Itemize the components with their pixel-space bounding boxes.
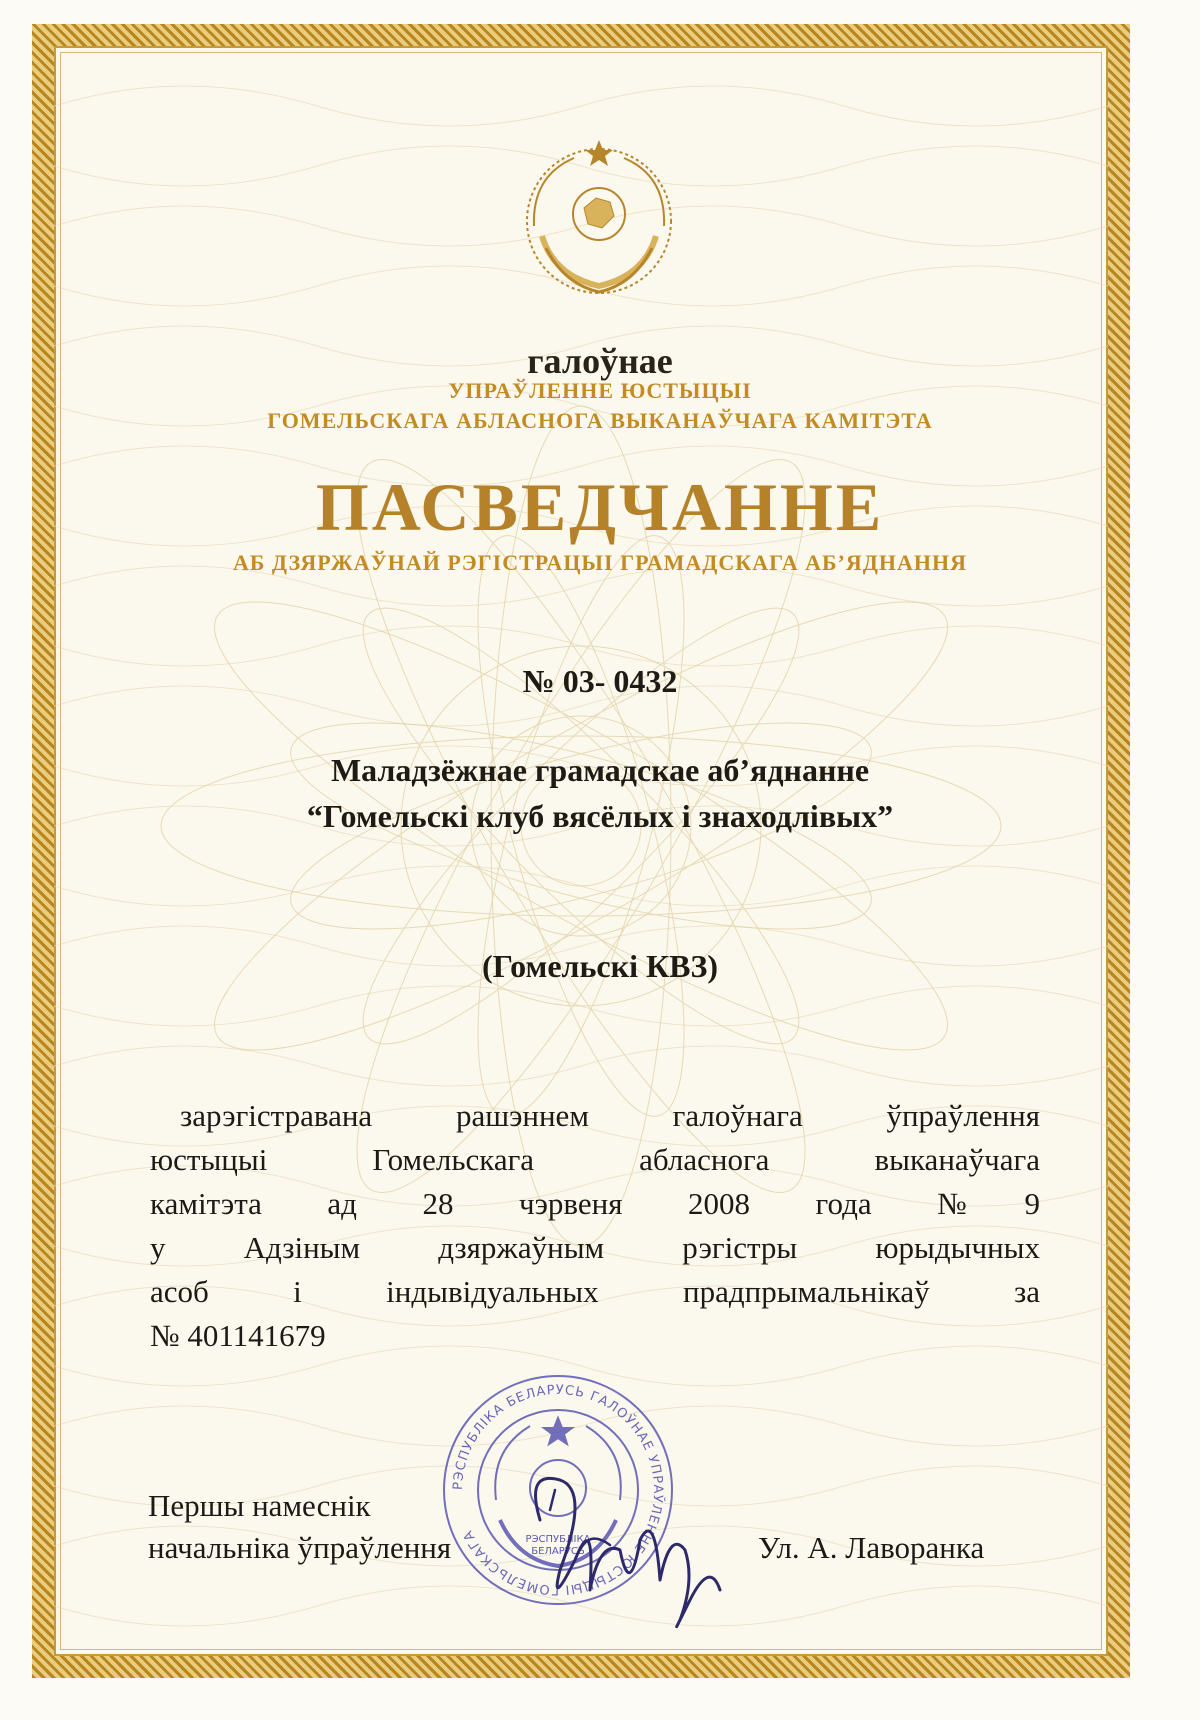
issuer-line-3: ГОМЕЛЬСКАГА АБЛАСНОГА ВЫКАНАЎЧАГА КАМІТЭТА: [267, 408, 933, 433]
coat-of-arms-icon: [514, 136, 684, 306]
registration-text-line: зарэгістравана рашэннем галоўнага ўпраўлення: [180, 1098, 1040, 1133]
seal-ribbon-text-2: БЕЛАРУСЬ: [531, 1546, 585, 1557]
organization-short-name: (Гомельскі КВЗ): [481, 948, 719, 984]
registration-text-line: камітэта ад 28 чэрвеня 2008 года №9: [150, 1186, 1040, 1221]
seal-ribbon-text-1: РЭСПУБЛІКА: [525, 1534, 591, 1545]
organization-name-line-2: “Гомельскі клуб вясёлых і знаходлівых”: [306, 798, 894, 834]
document-subtitle: АБ ДЗЯРЖАЎНАЙ РЭГІСТРАЦЫІ ГРАМАДСКАГА АБ’ЯДНАННЯ: [232, 550, 968, 575]
registration-number-line: № 401141679: [150, 1318, 326, 1353]
seal-ring-text: РЭСПУБЛІКА БЕЛАРУСЬ ГАЛОЎНАЕ УПРАЎЛЕННЕ ЮСТЫЦЫІ ГОМЕЛЬСКАГА: [450, 1382, 666, 1598]
registration-text-line: асоб і індывідуальных прадпрымальнікаў за: [150, 1274, 1040, 1309]
issuer-line-1: галоўнае: [527, 341, 673, 381]
signer-title-line-2: начальніка ўпраўлення: [148, 1530, 452, 1565]
registration-text-line: юстыцыі Гомельскага абласнога выканаўчага: [150, 1142, 1040, 1177]
issuer-line-2: УПРАЎЛЕННЕ ЮСТЫЦЫІ: [448, 378, 752, 403]
certificate-number: № 03- 0432: [522, 663, 678, 699]
handwritten-signature: [520, 1450, 740, 1640]
document-title: ПАСВЕДЧАННЕ: [315, 469, 885, 545]
signer-name: Ул. А. Лаворанка: [758, 1530, 985, 1565]
signer-title-line-1: Першы намеснік: [148, 1488, 371, 1523]
organization-name-line-1: Маладзёжнае грамадскае аб’яднанне: [330, 752, 870, 788]
registration-text-line: у Адзіным дзяржаўным рэгістры юрыдычных: [150, 1230, 1040, 1265]
